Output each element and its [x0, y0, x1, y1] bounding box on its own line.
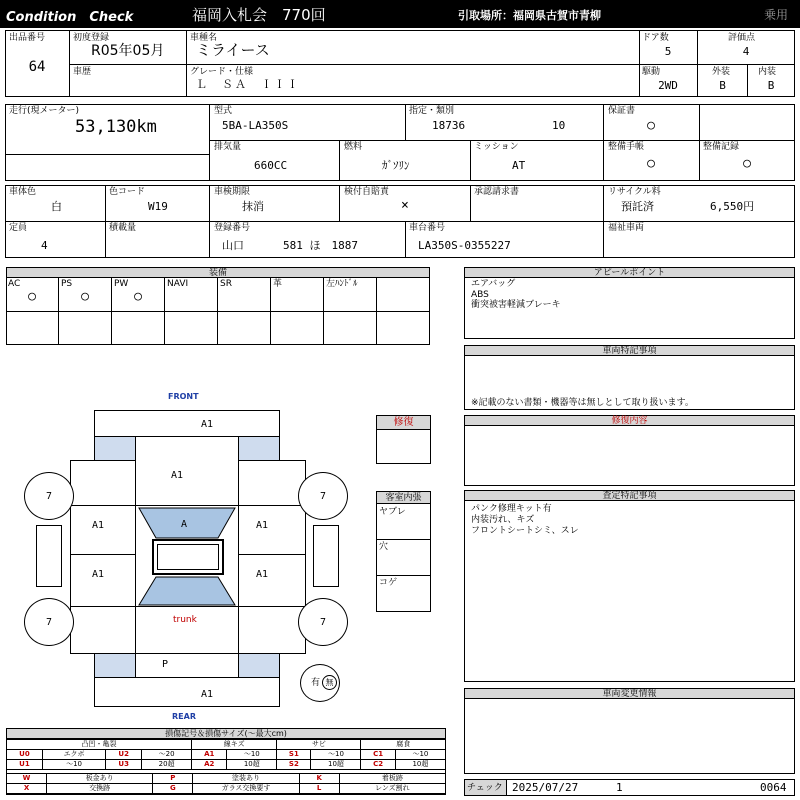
- legend-grid-2: [6, 773, 446, 794]
- legend-desc: 〜20: [142, 750, 192, 760]
- front-label: FRONT: [168, 392, 199, 401]
- fuel-label: 燃料: [344, 142, 363, 152]
- inspection-value: 抹消: [242, 200, 264, 213]
- legend-code: P: [153, 774, 193, 784]
- check-label: チェック: [467, 783, 503, 793]
- body-color: 白: [51, 200, 62, 213]
- chassis-number: LA350S-0355227: [418, 239, 511, 252]
- assessment-line-2: 内装汚れ、キズ: [471, 515, 535, 525]
- model-label: 車種名: [190, 33, 218, 43]
- right-mirror: [313, 525, 339, 587]
- rear-bumper-panel: [94, 677, 280, 707]
- color-code: W19: [148, 200, 168, 213]
- legend-desc: 10超: [311, 760, 361, 770]
- check-code: 0064: [760, 781, 787, 794]
- equip-navi-label: NAVI: [167, 279, 189, 289]
- lot-number: 64: [28, 59, 46, 75]
- right-rear-quarter-panel: [238, 606, 306, 654]
- interior-label: 内装: [758, 67, 777, 77]
- recycle-fee: 6,550円: [710, 200, 755, 213]
- legend-group-dent: 凸凹・亀裂: [7, 740, 192, 750]
- legend-desc: 10超: [395, 760, 445, 770]
- legend-desc: エクボ: [42, 750, 105, 760]
- recycle-status: 預託済: [621, 200, 654, 213]
- legend-desc: 交換跡: [47, 784, 153, 794]
- mileage-value: 53,130km: [75, 117, 157, 137]
- rear-panel-grade: P: [162, 659, 169, 670]
- color-code-label: 色コード: [109, 187, 146, 197]
- door-count: 5: [664, 45, 672, 58]
- maintenance-record-label: 整備記録: [703, 142, 740, 152]
- drive-label: 駆動: [642, 67, 661, 77]
- right-front-door-grade: A1: [256, 520, 269, 531]
- interior-grade: B: [767, 79, 775, 92]
- inspection-label: 車検期限: [214, 187, 251, 197]
- legend-desc: 10超: [227, 760, 277, 770]
- displacement-label: 排気量: [214, 142, 242, 152]
- legend-grid: [6, 739, 446, 770]
- first-reg: R05年05月: [91, 43, 165, 59]
- class-label: 指定・類別: [409, 106, 455, 116]
- check-count: 1: [616, 781, 623, 794]
- legend-group-corrosion: 腐食: [361, 740, 446, 750]
- check-date: 2025/07/27: [512, 781, 579, 794]
- equip-ac-label: AC: [8, 279, 21, 289]
- trunk-label: trunk: [173, 615, 197, 625]
- rear-left-lamp: [94, 653, 136, 678]
- appeal-line-1: エアバッグ: [471, 279, 516, 289]
- capacity-label: 定員: [9, 223, 28, 233]
- doors-label: ドア数: [642, 33, 669, 43]
- trunk-panel: [135, 606, 239, 654]
- right-rear-door-grade: A1: [256, 569, 269, 580]
- legend-desc: レンズ割れ: [339, 784, 445, 794]
- score-label: 評価点: [728, 33, 756, 43]
- plate-prefecture: 山口: [222, 239, 244, 252]
- legend-code: S2: [277, 760, 311, 770]
- legend-code: K: [299, 774, 339, 784]
- welfare-label: 福祉車両: [608, 223, 645, 233]
- left-mirror: [36, 525, 62, 587]
- insurance-label: 検付自賠責: [344, 187, 390, 197]
- grade-label: グレード・仕様: [190, 67, 254, 77]
- exterior-label: 外装: [712, 67, 731, 77]
- left-front-door-grade: A1: [92, 520, 105, 531]
- equip-leather-label: 革: [273, 279, 283, 289]
- interior-lining-title: 客室内張: [377, 492, 430, 504]
- repair-side-title: 修復: [377, 416, 430, 430]
- legend-code: G: [153, 784, 193, 794]
- chassis-label: 車台番号: [409, 223, 446, 233]
- right-front-door-panel: [238, 505, 306, 555]
- appeal-line-3: 衝突被害軽減ブレーキ: [471, 300, 561, 310]
- class-value-1: 18736: [432, 119, 466, 132]
- maintenance-book-mark: ○: [647, 156, 655, 171]
- legend-code: W: [7, 774, 47, 784]
- equip-ac-mark: ○: [28, 289, 36, 304]
- spare-tire-no-mark: 無: [322, 675, 337, 690]
- legend-desc: 塗装あり: [193, 774, 299, 784]
- left-front-fender-panel: [70, 460, 136, 506]
- plate-label: 登録番号: [214, 223, 251, 233]
- rear-window-glass: [136, 575, 238, 607]
- maintenance-record-mark: ○: [743, 156, 751, 171]
- legend-desc: 〜10: [311, 750, 361, 760]
- change-info-panel: [464, 688, 795, 774]
- tire-front-right: 7: [298, 472, 348, 520]
- legend-desc: 〜10: [395, 750, 445, 760]
- displacement-value: 660CC: [254, 159, 288, 172]
- approval-label: 承認請求書: [474, 187, 520, 197]
- legend-code: U0: [7, 750, 43, 760]
- left-rear-quarter-panel: [70, 606, 136, 654]
- rear-right-lamp: [238, 653, 280, 678]
- grade-value: Ｌ ＳＡ ＩＩＩ: [196, 78, 300, 91]
- legend-desc: 着板跡: [339, 774, 445, 784]
- score-value: 4: [742, 45, 750, 58]
- equip-ps-label: PS: [61, 279, 73, 289]
- left-rear-door-panel: [70, 554, 136, 607]
- left-rear-door-grade: A1: [92, 569, 105, 580]
- front-left-lamp: [94, 436, 136, 461]
- appeal-title: アピールポイント: [465, 268, 794, 278]
- history-label: 車歴: [73, 67, 92, 77]
- load-label: 積載量: [109, 223, 137, 233]
- lot-label: 出品番号: [9, 33, 46, 43]
- windshield-grade: A: [181, 519, 188, 530]
- legend-code: U3: [106, 760, 142, 770]
- class-value-2: 10: [552, 119, 566, 132]
- hood-panel: [135, 436, 239, 506]
- mileage-label: 走行(現メーター): [9, 106, 80, 116]
- model-name: ミライース: [196, 41, 270, 59]
- warranty-mark: ○: [647, 118, 655, 133]
- appeal-line-2: ABS: [471, 290, 489, 300]
- equip-pw-label: PW: [114, 279, 129, 289]
- auction-name: 福岡入札会 770回: [192, 6, 326, 24]
- right-front-fender-panel: [238, 460, 306, 506]
- legend-code: U2: [106, 750, 142, 760]
- first-reg-label: 初度登録: [73, 33, 110, 43]
- rear-bumper-grade: A1: [201, 689, 214, 700]
- legend-group-scratch: 線キズ: [192, 740, 277, 750]
- capacity-value: 4: [41, 239, 48, 252]
- special-notes-title: 車両特記事項: [465, 346, 794, 356]
- assessment-title: 査定特記事項: [465, 491, 794, 501]
- exterior-grade: B: [719, 79, 726, 92]
- pickup-location: 引取場所：福岡県古賀市青柳: [458, 9, 601, 22]
- equip-pw-mark: ○: [134, 289, 142, 304]
- legend-desc: 〜10: [227, 750, 277, 760]
- interior-tear-label: ヤブレ: [379, 507, 406, 517]
- legend-desc: 〜10: [42, 760, 105, 770]
- legend-code: A1: [192, 750, 227, 760]
- legend-desc: 板金あり: [47, 774, 153, 784]
- equip-sr-label: SR: [220, 279, 232, 289]
- vehicle-category: 乗用: [764, 8, 789, 22]
- fuel-value: ｶﾞｿﾘﾝ: [382, 159, 410, 172]
- legend-code: U1: [7, 760, 43, 770]
- drive-value: 2WD: [658, 79, 678, 92]
- rear-label: REAR: [172, 712, 196, 721]
- maintenance-book-label: 整備手帳: [608, 142, 645, 152]
- legend-code: C1: [361, 750, 395, 760]
- front-bumper-grade: A1: [201, 419, 214, 430]
- legend-code: A2: [192, 760, 227, 770]
- rear-panel: [135, 653, 239, 678]
- assessment-line-3: フロントシートシミ、スレ: [471, 526, 579, 536]
- right-rear-door-panel: [238, 554, 306, 607]
- equip-lhd-label: 左ﾊﾝﾄﾞﾙ: [326, 279, 358, 289]
- mission-label: ミッション: [474, 142, 519, 152]
- warranty-label: 保証書: [608, 106, 636, 116]
- insurance-value: ×: [401, 198, 409, 213]
- hood-grade: A1: [171, 470, 184, 481]
- tire-front-left: 7: [24, 472, 74, 520]
- roof-inner: [157, 544, 219, 570]
- special-notes-disclaimer: ※記載のない書類・機器等は無しとして取り扱います。: [471, 398, 694, 408]
- front-bumper-panel: [94, 410, 280, 437]
- legend-desc: ガラス交換要す: [193, 784, 299, 794]
- mission-value: AT: [512, 159, 526, 172]
- tire-rear-left: 7: [24, 598, 74, 646]
- spare-tire-yes-label: 有: [311, 678, 321, 688]
- interior-hole-label: 穴: [379, 542, 389, 552]
- assessment-line-1: パンク修理キット有: [471, 504, 552, 514]
- tire-rear-right: 7: [298, 598, 348, 646]
- front-right-lamp: [238, 436, 280, 461]
- body-color-label: 車体色: [9, 187, 37, 197]
- legend-title: 損傷記号＆損傷サイズ(〜最大cm): [7, 729, 445, 739]
- legend-code: L: [299, 784, 339, 794]
- type-value: 5BA-LA350S: [222, 119, 289, 132]
- change-info-title: 車両変更情報: [465, 689, 794, 699]
- equipment-title: 装備: [7, 268, 429, 278]
- equip-ps-mark: ○: [81, 289, 89, 304]
- plate-number: 581 ほ 1887: [283, 239, 358, 252]
- legend-code: X: [7, 784, 47, 794]
- legend-group-rust: サビ: [277, 740, 361, 750]
- interior-burn-label: コゲ: [379, 578, 398, 588]
- legend-code: C2: [361, 760, 395, 770]
- recycle-label: リサイクル料: [608, 187, 661, 197]
- legend-code: S1: [277, 750, 311, 760]
- repair-title: 修復内容: [465, 416, 794, 426]
- legend-desc: 20超: [142, 760, 192, 770]
- type-label: 型式: [214, 106, 233, 116]
- header-title: Condition Check: [6, 10, 134, 25]
